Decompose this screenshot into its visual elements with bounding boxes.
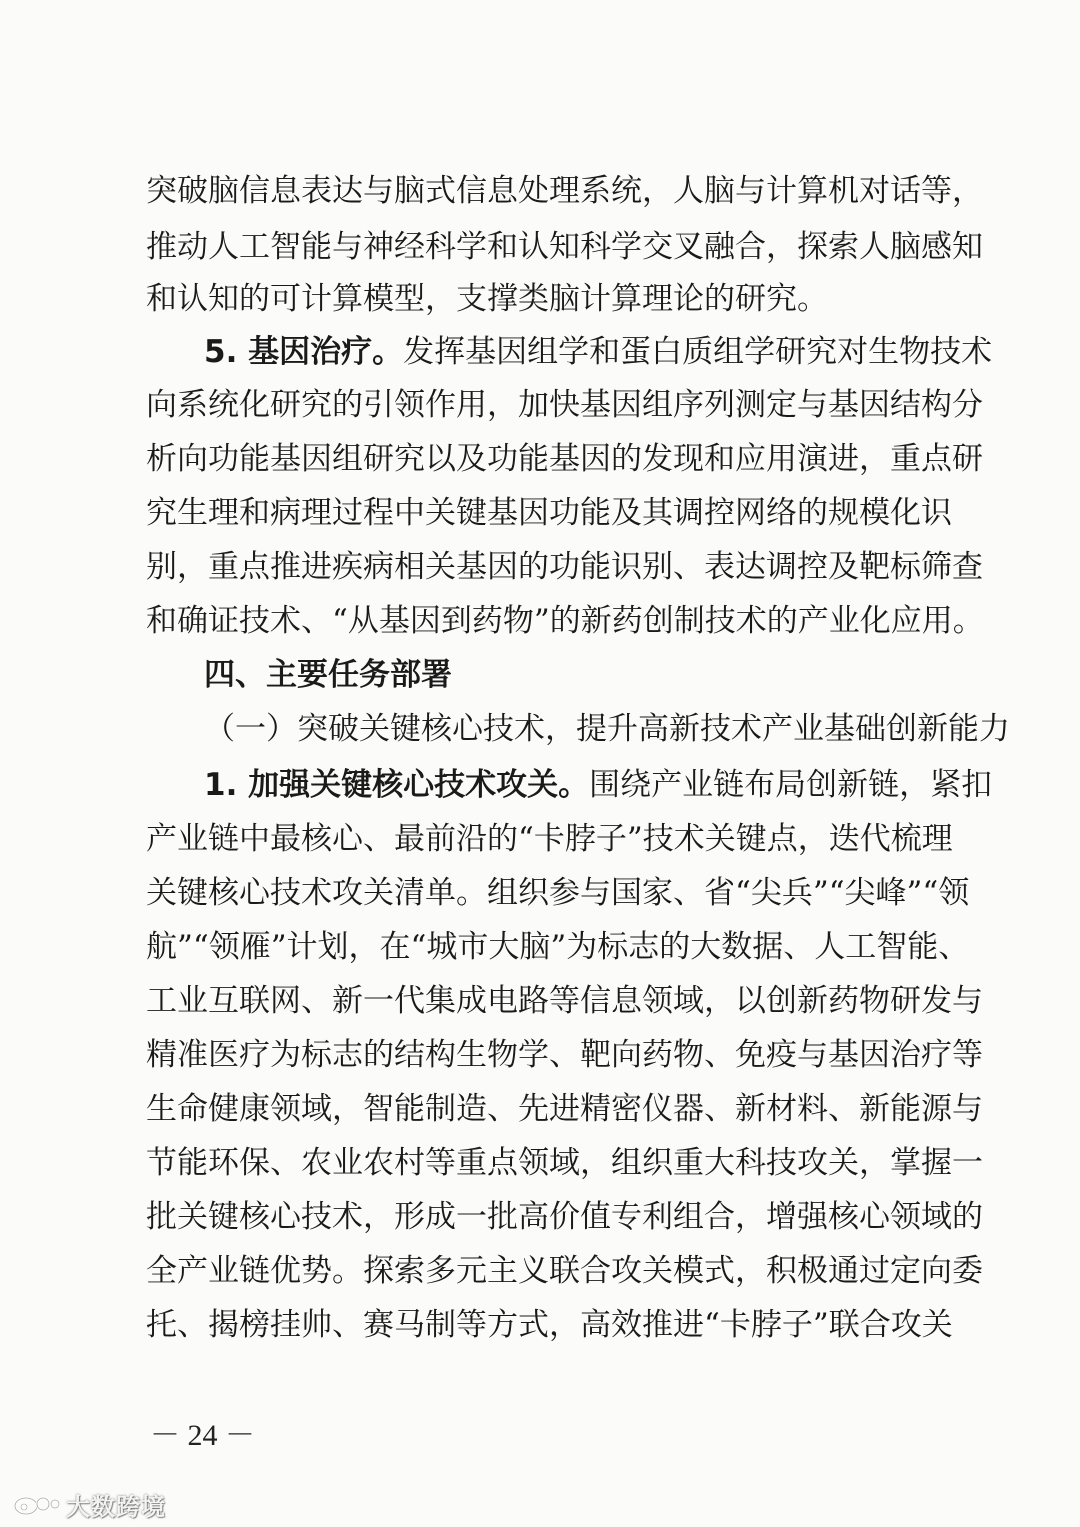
text-line: 全产业链优势。探索多元主义联合攻关模式，积极通过定向委 <box>146 1253 983 1289</box>
text-line: 产业链中最核心、最前沿的“卡脖子”技术关键点，迭代梳理 <box>146 821 953 857</box>
text-line: 精准医疗为标志的结构生物学、靶向药物、免疫与基因治疗等 <box>146 1037 983 1073</box>
text-line: 推动人工智能与神经科学和认知科学交叉融合，探索人脑感知 <box>146 229 983 265</box>
text-line: 节能环保、农业农村等重点领域，组织重大科技攻关，掌握一 <box>146 1145 983 1181</box>
text-line: 和确证技术、“从基因到药物”的新药创制技术的产业化应用。 <box>146 603 984 639</box>
text-line: 究生理和病理过程中关键基因功能及其调控网络的规模化识 <box>146 495 952 531</box>
paragraph-1-title: 1. 加强关键核心技术攻关。 <box>204 767 590 803</box>
text-line: 工业互联网、新一代集成电路等信息领域，以创新药物研发与 <box>146 983 983 1019</box>
paragraph-5-first-line <box>204 325 993 379</box>
watermark <box>12 1488 166 1520</box>
paragraph-1-lead-text: 围绕产业链布局创新链，紧扣 <box>589 767 993 803</box>
text-line: 生命健康领域，智能制造、先进精密仪器、新材料、新能源与 <box>146 1091 983 1127</box>
text-line: 航”“领雁”计划，在“城市大脑”为标志的大数据、人工智能、 <box>146 929 970 965</box>
paragraph-5-title: 5. 基因治疗。 <box>204 334 404 370</box>
text-line: 析向功能基因组研究以及功能基因的发现和应用演进，重点研 <box>146 441 983 477</box>
text-line: 向系统化研究的引领作用，加快基因组序列测定与基因结构分 <box>146 387 983 423</box>
text-line: 和认知的可计算模型，支撑类脑计算理论的研究。 <box>146 281 828 317</box>
text-line: 关键核心技术攻关清单。组织参与国家、省“尖兵”“尖峰”“领 <box>146 875 970 911</box>
section-heading: 四、主要任务部署 <box>204 657 452 693</box>
text-line: 别，重点推进疾病相关基因的功能识别、表达调控及靶标筛查 <box>146 549 983 585</box>
paragraph-5-lead-text: 发挥基因组学和蛋白质组学研究对生物技术 <box>403 334 993 370</box>
paragraph-1-first-line <box>204 758 993 812</box>
weibo-logo-icon <box>12 1491 60 1517</box>
watermark-text: 大数跨境 <box>66 1492 166 1521</box>
text-line: 突破脑信息表达与脑式信息处理系统，人脑与计算机对话等， <box>146 173 983 209</box>
text-line: 托、揭榜挂帅、赛马制等方式，高效推进“卡脖子”联合攻关 <box>146 1307 953 1343</box>
page-number: － 24 － <box>150 1419 255 1452</box>
subsection-heading: （一）突破关键核心技术，提升高新技术产业基础创新能力 <box>204 711 1010 747</box>
text-line: 批关键核心技术，形成一批高价值专利组合，增强核心领域的 <box>146 1199 983 1235</box>
